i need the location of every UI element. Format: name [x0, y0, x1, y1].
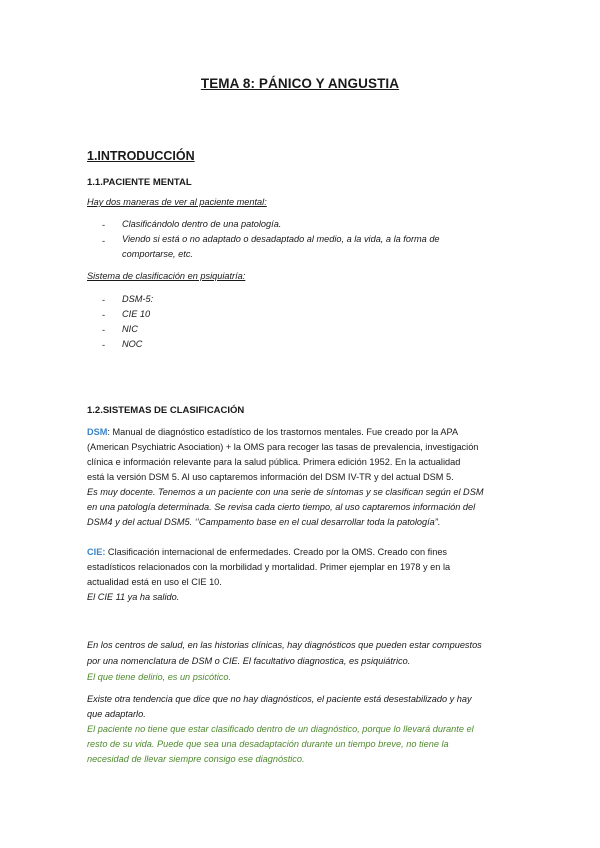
bullet-item-continuation: comportarse, etc. [122, 249, 193, 259]
dsm-paragraph-line: DSM: Manual de diagnóstico estadístico de los trastornos mentales. Fue creado por la APA [87, 427, 459, 437]
cie-note: El CIE 11 ya ha salido. [87, 592, 180, 602]
notes-paragraph-line: por una nomenclatura de DSM o CIE. El facultativo diagnostica, es psiquiátrico. [87, 656, 411, 666]
subsection-heading-paciente-mental: 1.1.PACIENTE MENTAL [87, 177, 192, 188]
cie-paragraph-line: estadísticos relacionados con la morbilidad y mortalidad. Primer ejemplar en 1978 y en la [87, 562, 451, 572]
dsm-paragraph-line: está la versión DSM 5. Al uso captaremos información del DSM IV-TR y del actual DSM 5. [87, 472, 454, 482]
notes-paragraph-line: que adaptarlo. [87, 709, 146, 719]
subsection-heading-sistemas: 1.2.SISTEMAS DE CLASIFICACIÓN [87, 405, 245, 416]
notes-green-line: resto de su vida. Puede que sea una desadaptación durante un tiempo breve, no tiene la [87, 739, 449, 749]
intro-text: Hay dos maneras de ver al paciente mental: [87, 197, 267, 207]
dsm-note-line: en una patología determinada. Se revisa cada cierto tiempo, al uso captaremos información del [87, 502, 476, 512]
notes-paragraph-line: En los centros de salud, en las historias clínicas, hay diagnósticos que pueden estar compuestos [87, 640, 482, 650]
notes-green-line: El que tiene delirio, es un psicótico. [87, 672, 232, 682]
bullet-dash: - [102, 236, 106, 246]
section-heading-introduccion: 1.INTRODUCCIÓN [87, 149, 195, 163]
dsm-note-line: Es muy docente. Tenemos a un paciente con una serie de síntomas y se clasifican según el DSM [87, 487, 484, 497]
system-item: NIC [122, 324, 138, 334]
cie-paragraph-line: CIE: Clasificación internacional de enfermedades. Creado por la OMS. Creado con fines [87, 547, 448, 557]
bullet-item: Clasificándolo dentro de una patología. [122, 219, 282, 229]
bullet-dash: - [102, 325, 106, 335]
system-item: DSM-5: [122, 294, 154, 304]
cie-term: CIE: [87, 547, 106, 557]
cie-paragraph-line: actualidad está en uso el CIE 10. [87, 577, 222, 587]
bullet-dash: - [102, 310, 106, 320]
classification-label: Sistema de clasificación en psiquiatría: [87, 271, 246, 281]
bullet-item: Viendo si está o no adaptado o desadaptado al medio, a la vida, a la forma de [122, 234, 440, 244]
dsm-paragraph-line: (American Psychiatric Asociation) + la OMS para recoger las tasas de prevalencia, investigación [87, 442, 479, 452]
dsm-note-line: DSM4 y del actual DSM5. ‘’Campamento base en el cual desarrollar toda la patología”. [87, 517, 441, 527]
dsm-paragraph-line: clínica e información relevante para la salud pública. Primera edición 1952. En la actualidad [87, 457, 461, 467]
bullet-dash: - [102, 220, 106, 230]
bullet-dash: - [102, 340, 106, 350]
bullet-dash: - [102, 295, 106, 305]
page-title: TEMA 8: PÁNICO Y ANGUSTIA [200, 76, 400, 91]
notes-green-line: necesidad de llevar siempre consigo ese diagnóstico. [87, 754, 305, 764]
system-item: NOC [122, 339, 143, 349]
dsm-term: DSM [87, 427, 108, 437]
notes-green-line: El paciente no tiene que estar clasificado dentro de un diagnóstico, porque lo llevará durante el [87, 724, 474, 734]
system-item: CIE 10 [122, 309, 151, 319]
notes-paragraph-line: Existe otra tendencia que dice que no hay diagnósticos, el paciente está desestabilizado y hay [87, 694, 472, 704]
